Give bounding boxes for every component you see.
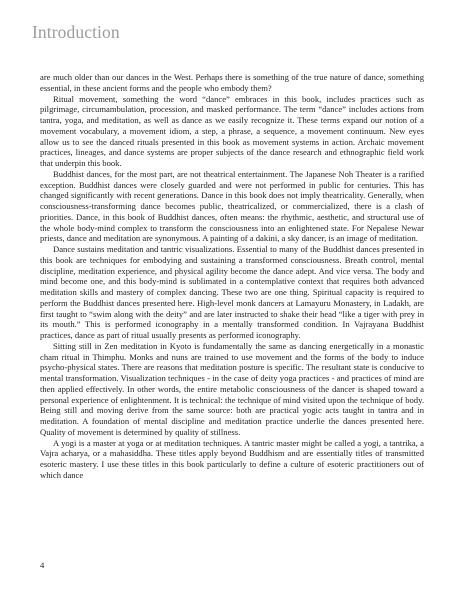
paragraph: A yogi is a master at yoga or at meditation techniques. A tantric master might be called a yogi, a tantrika, a Vajra acharya, or a mahasiddha. These titles apply beyond Buddhism and are essentially titles of transmitted esoteric mastery. I use these titles in this book particularly to define a culture of esoteric practitioners out of which dance — [40, 437, 424, 480]
paragraph: Buddhist dances, for the most part, are not theatrical entertainment. The Japanese Noh Theater is a rarified exception. Buddhist dances were closely guarded and were not performed in public for centuries. This has changed significantly with recent generations. Dance in this book does not imply theatricality. Generally, when consciousness-transforming dance becomes public, theatricalized, or commercialized, there is a clash of priorities. Dance, in this book of Buddhist dances, often means: the rhythmic, aesthetic, and structural use of the whole body-mind complex to transform the consciousness into an enlightened state. For Nepalese Newar priests, dance and meditation are synonymous. A painting of a dakini, a sky dancer, is an image of meditation. — [40, 168, 424, 244]
paragraph: Ritual movement, something the word “dance” embraces in this book, includes practices such as pilgrimage, circumambulation, procession, and masked performance. The term “dance” includes actions from tantra, yoga, and meditation, as well as dance as we easily recognize it. These terms expand our notion of a movement vocabulary, a movement idiom, a step, a phrase, a sequence, a movement continuum. New eyes allow us to see the danced rituals presented in this book as movement systems in action. Archaic movement practices, lineages, and dance systems are proper subjects of the dance research and ethnographic field work that underpin this book. — [40, 93, 424, 168]
page-number: 4 — [40, 560, 45, 570]
chapter-header: Introduction — [32, 22, 120, 42]
paragraph: Sitting still in Zen meditation in Kyoto is fundamentally the same as dancing energetically in a monastic cham ritual in Thimphu. Monks and nuns are trained to use movement and the forms of the body to induce psycho-physical states. There are reasons that meditation posture is specific. The resultant state is conducive to mental transformation. Visualization techniques - in the case of deity yoga practices - and practices of mind are then applied effectively. In other words, the entire metabolic consciousness of the dancer is shaped toward a personal experience of enlightenment. It is technical: the technique of mind visited upon the technique of body. Being still and moving derive from the same source: both are practical yogic acts taught in tantra and in meditation. A foundation of mental discipline and meditation practice underlie the dances presented here. Quality of movement is determined by quality of stillness. — [40, 340, 424, 437]
paragraph: are much older than our dances in the West. Perhaps there is something of the true nature of dance, something essential, in these ancient forms and the people who embody them? — [40, 72, 424, 93]
body-text — [40, 72, 424, 481]
paragraph: Dance sustains meditation and tantric visualizations. Essential to many of the Buddhist dances presented in this book are techniques for embodying and sustaining a transformed consciousness. Breath control, mental discipline, meditation experience, and physical agility become the dance adept. And vice versa. The body and mind become one, and this body-mind is sublimated in a contemplative context that requires both advanced meditation skills and mastery of complex dancing. These two are one thing. Spiritual capacity is required to perform the Buddhist dances presented here. High-level monk dancers at Lamayuru Monastery, in Ladakh, are first taught to “swim along with the deity” and are later instructed to shake their head “like a tiger with prey in its mouth.” This is performed iconography in a mentally transformed condition. In Vajrayana Buddhist practices, dance as part of ritual usually presents as performed iconography. — [40, 244, 424, 340]
